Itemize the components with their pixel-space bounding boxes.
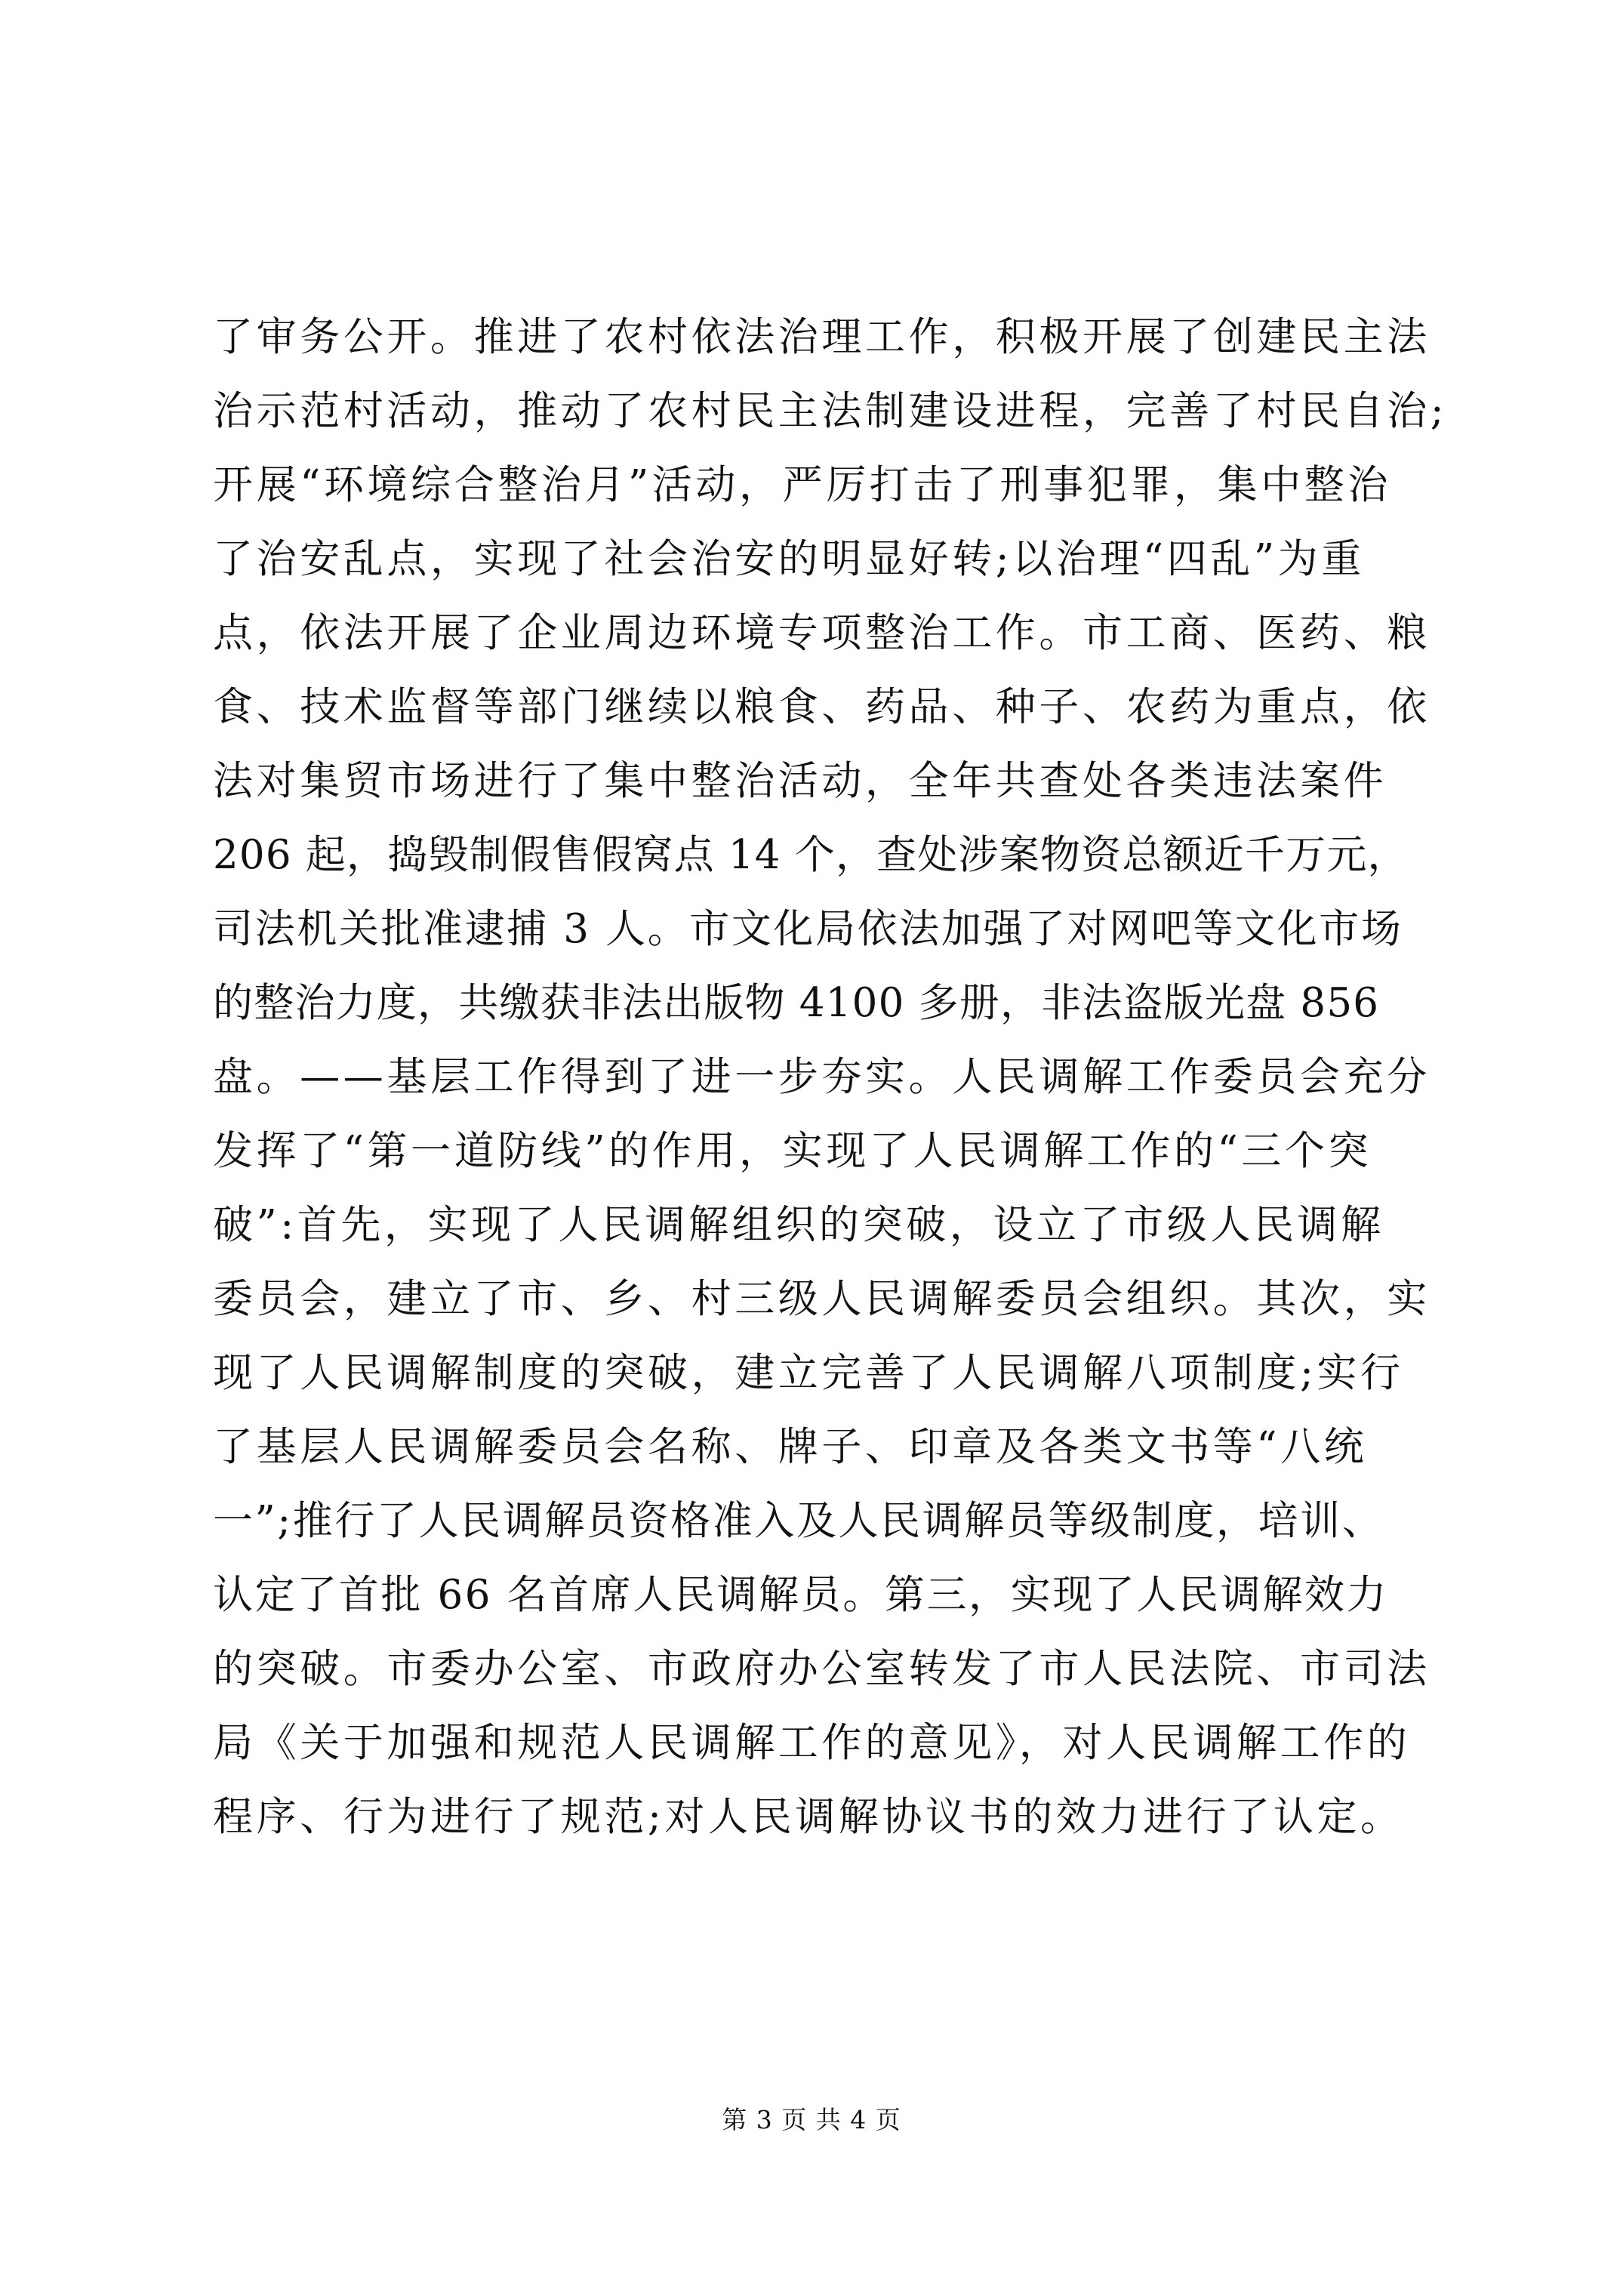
text-line-1: 了审务公开。推进了农村依法治理工作，积极开展了创建民主法: [213, 314, 1431, 360]
text-line-19: 的突破。市委办公室、市政府办公室转发了市人民法院、市司法: [213, 1646, 1431, 1692]
text-line-8: 206 起，捣毁制假售假窝点 14 个，查处涉案物资总额近千万元，: [213, 832, 1409, 878]
text-line-13: 破”:首先，实现了人民调解组织的突破，设立了市级人民调解: [213, 1202, 1384, 1248]
text-line-17: 一”;推行了人民调解员资格准入及人民调解员等级制度，培训、: [213, 1498, 1384, 1544]
body-text: [213, 300, 1448, 1854]
text-line-12: 发挥了“第一道防线”的作用，实现了人民调解工作的“三个突: [213, 1128, 1372, 1174]
text-line-9: 司法机关批准逮捕 3 人。市文化局依法加强了对网吧等文化市场: [213, 906, 1403, 952]
text-line-11: 盘。——基层工作得到了进一步夯实。人民调解工作委员会充分: [213, 1054, 1431, 1100]
text-line-16: 了基层人民调解委员会名称、牌子、印章及各类文书等“八统: [213, 1424, 1368, 1470]
text-line-7: 法对集贸市场进行了集中整治活动，全年共查处各类违法案件: [213, 758, 1387, 804]
page-number-footer: 第 3 页 共 4 页: [722, 2105, 901, 2134]
text-line-14: 委员会，建立了市、乡、村三级人民调解委员会组织。其次，实: [213, 1276, 1431, 1322]
text-line-6: 食、技术监督等部门继续以粮食、药品、种子、农药为重点，依: [213, 684, 1431, 730]
text-line-4: 了治安乱点，实现了社会治安的明显好转;以治理“四乱”为重: [213, 536, 1365, 582]
text-line-15: 现了人民调解制度的突破，建立完善了人民调解八项制度;实行: [213, 1350, 1404, 1396]
text-line-5: 点，依法开展了企业周边环境专项整治工作。市工商、医药、粮: [213, 610, 1431, 656]
text-line-2: 治示范村活动，推动了农村民主法制建设进程，完善了村民自治;: [213, 388, 1448, 434]
text-line-3: 开展“环境综合整治月”活动，严厉打击了刑事犯罪，集中整治: [213, 462, 1391, 508]
text-line-18: 认定了首批 66 名首席人民调解员。第三，实现了人民调解效力: [213, 1572, 1389, 1618]
text-line-20: 局《关于加强和规范人民调解工作的意见》，对人民调解工作的: [213, 1720, 1411, 1766]
text-line-21: 程序、行为进行了规范;对人民调解协议书的效力进行了认定。: [213, 1794, 1404, 1840]
text-line-10: 的整治力度，共缴获非法出版物 4100 多册，非法盗版光盘 856: [213, 980, 1380, 1026]
